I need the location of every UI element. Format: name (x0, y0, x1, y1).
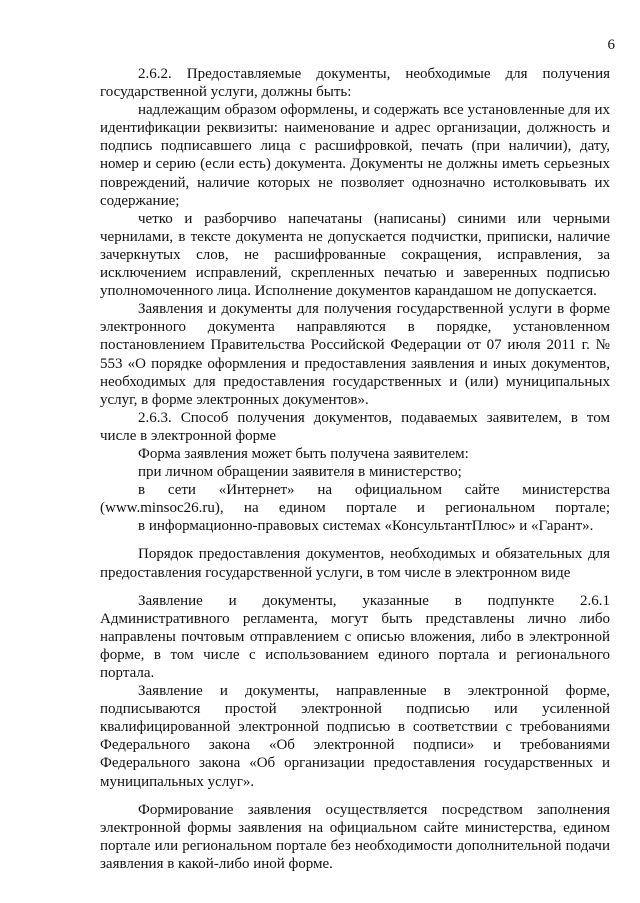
list-item-internet: в сети «Интернет» на официальном сайте министерства (www.minsoc26.ru), на едином портале и региональном портале; (100, 482, 610, 517)
paragraph-2-6-3-heading: 2.6.3. Способ получения документов, подаваемых заявителем, в том числе в электронной форме (100, 409, 610, 444)
list-item-legal-systems: в информационно-правовых системах «КонсультантПлюс» и «Гарант». (138, 518, 594, 535)
paragraph-form-filling: Формирование заявления осуществляется посредством заполнения электронной формы заявления на официальном сайте министерства, едином портале или региональном портале без необходимости дополнительной подачи заявления в какой-либо иной форме. (100, 801, 610, 872)
paragraph-electronic-signature: Заявление и документы, направленные в электронной форме, подписываются простой электронной подписью или усиленной квалифицированной электронной подписью в соответствии с требованиями Федерального закона «Об электронной подписи» и требованиями Федерального закона «Об организации предоставления государственных и муниципальных услуг». (100, 683, 610, 790)
page-number: 6 (607, 37, 615, 53)
paragraph-form-obtaining: Форма заявления может быть получена заявителем: (138, 445, 469, 462)
paragraph-electronic-submission: Заявления и документы для получения государственной услуги в форме электронного документа направляются в порядке, установленном постановлением Правительства Российской Федерации от 07 июля 2011 г. № 553 «О порядке оформления и предоставления заявления и иных документов, необходимых для предоставления государственных и (или) муниципальных услуг, в форме электронных документов». (100, 301, 610, 408)
paragraph-requirements-legibility: четко и разборчиво напечатаны (написаны) синими или черными чернилами, в тексте документа не допускается подчистки, приписки, наличие зачеркнутых слов, не расшифрованные сокращения, исправления, за исключением исправлений, скрепленных печатью и заверенных подписью уполномоченного лица. Исполнение документов карандашом не допускается. (100, 210, 610, 300)
paragraph-requirements-format: надлежащим образом оформлены, и содержать все установленные для их идентификации реквизиты: наименование и адрес организации, должность и подпись подписавшего лица с расшифровкой, печать (при наличии), дату, номер и серию (если есть) документа. Документы не должны иметь серьезных повреждений, наличие которых не позволяет однозначно истолковывать их содержание; (100, 102, 610, 209)
list-item-personal-visit: при личном обращении заявителя в министерство; (138, 464, 462, 481)
document-body (100, 65, 610, 873)
paragraph-submission-methods: Заявление и документы, указанные в подпункте 2.6.1 Административного регламента, могут быть представлены лично либо направлены почтовым отправлением с описью вложения, либо в электронной форме, в том числе с использованием единого портала и регионального портала. (100, 592, 610, 681)
paragraph-submission-procedure: Порядок предоставления документов, необходимых и обязательных для предоставления государственной услуги, в том числе в электронном виде (100, 546, 610, 581)
paragraph-2-6-2-heading: 2.6.2. Предоставляемые документы, необходимые для получения государственной услуги, должны быть: (100, 66, 610, 101)
